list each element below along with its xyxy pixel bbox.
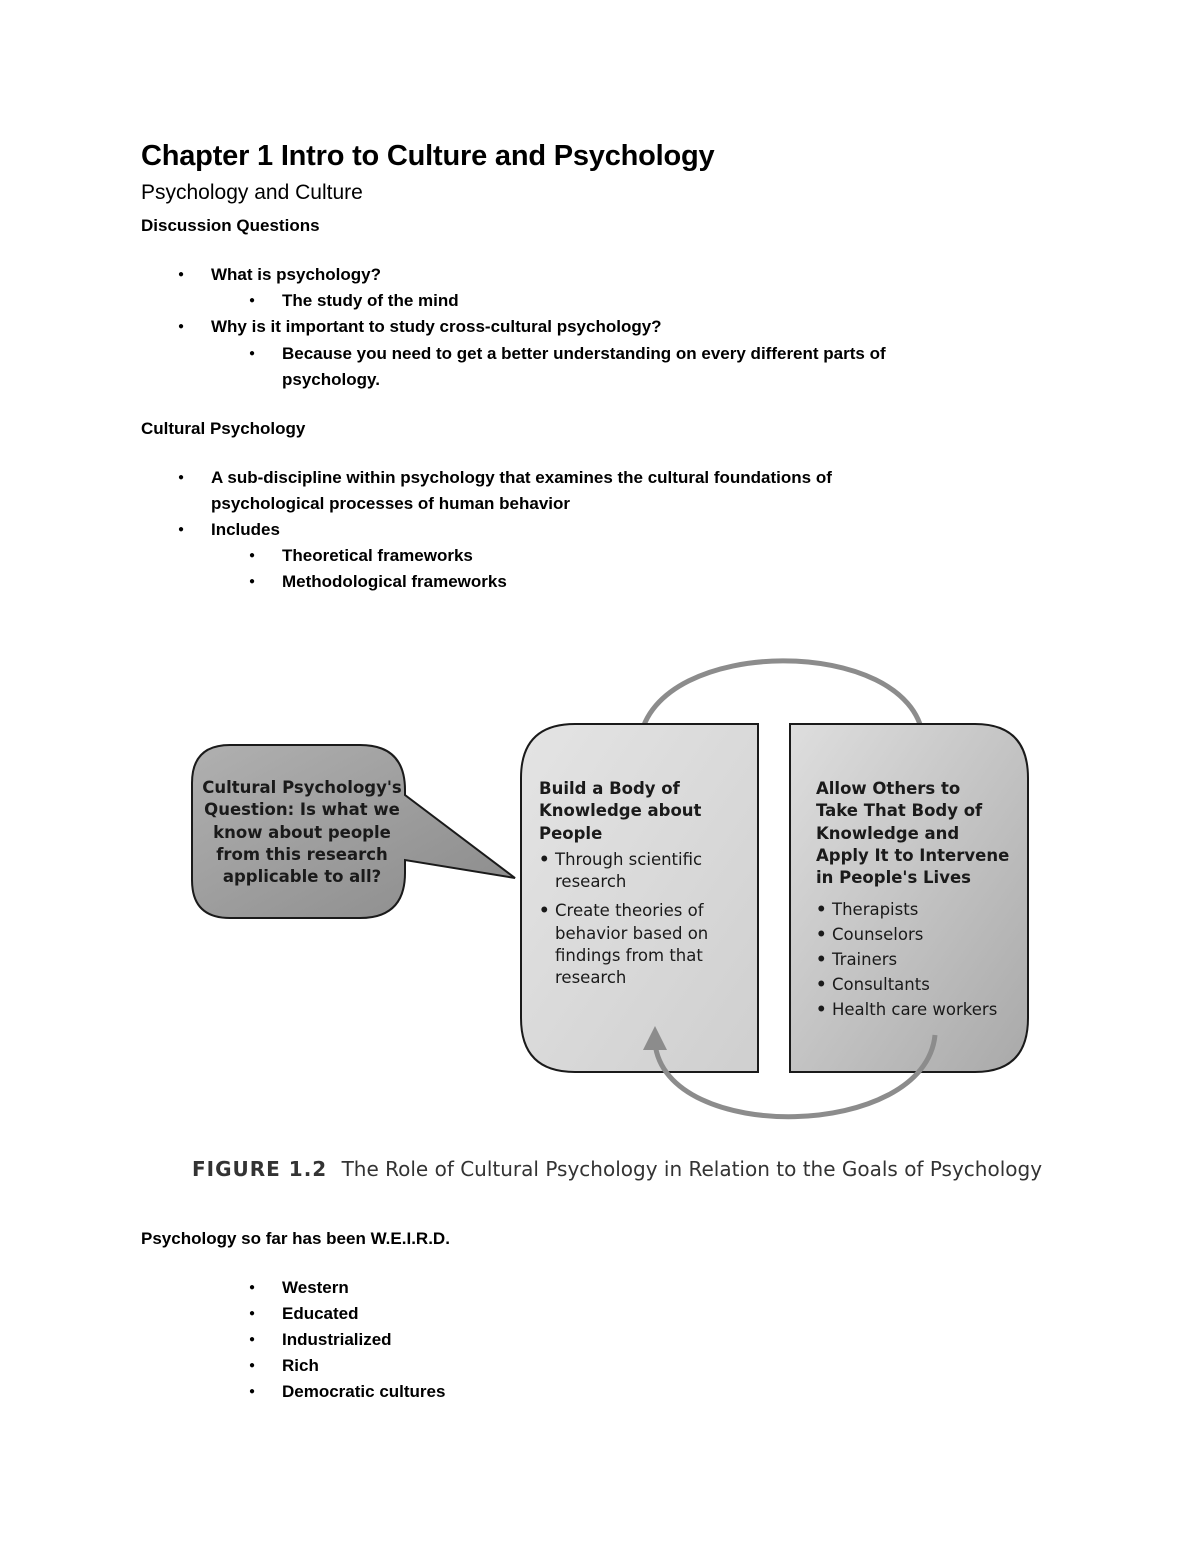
- list-item: • Therapists: [816, 897, 1026, 922]
- list-item: ● Rich: [282, 1353, 445, 1379]
- bubble-text: [202, 777, 402, 888]
- list-item: ● Includes: [211, 517, 832, 543]
- bubble-line: from this research: [216, 844, 388, 864]
- discussion-list: [211, 262, 381, 288]
- right-panel-list: [816, 897, 1026, 1022]
- title-line: in People's Lives: [816, 868, 971, 888]
- bubble-line: Question: Is what we: [204, 800, 400, 820]
- left-panel-list: [539, 849, 754, 990]
- discussion-sublist: [282, 288, 459, 314]
- list-item: ● Western: [282, 1275, 445, 1301]
- title-line: Build a Body of: [539, 779, 680, 798]
- list-item: ● Theoretical frameworks: [282, 543, 507, 569]
- list-item: ● Why is it important to study cross-cultural psychology?: [211, 314, 662, 340]
- item-line: • Create theories of: [555, 901, 704, 921]
- item-line: • Through scientific: [555, 849, 703, 869]
- discussion-sublist: [282, 341, 886, 393]
- cultural-sublist: [282, 543, 507, 595]
- list-item: • Health care workers: [816, 997, 1026, 1022]
- figure-label: FIGURE 1.2: [192, 1157, 328, 1181]
- figure-caption: [192, 1157, 1042, 1181]
- discussion-heading: Discussion Questions: [141, 216, 320, 235]
- answer-line: psychology.: [282, 370, 380, 389]
- list-item: [539, 900, 754, 989]
- item-line: research: [555, 968, 627, 988]
- title-line: Knowledge and: [816, 823, 960, 843]
- list-item: ● Democratic cultures: [282, 1379, 445, 1405]
- title-line: People: [539, 823, 603, 843]
- item-line: behavior based on: [555, 923, 709, 943]
- list-item: • Counselors: [816, 922, 1026, 947]
- list-item: ● Methodological frameworks: [282, 569, 507, 595]
- definition-line: A sub-discipline within psychology that examines the cultural foundations of: [211, 468, 832, 487]
- list-item: [211, 465, 832, 517]
- item-line: research: [555, 872, 627, 892]
- figure-caption-text: The Role of Cultural Psychology in Relation to the Goals of Psychology: [341, 1157, 1043, 1181]
- list-item: • Trainers: [816, 947, 1026, 972]
- list-item: ● Industrialized: [282, 1327, 445, 1353]
- figure-diagram: [185, 645, 1035, 1190]
- list-item: ● Educated: [282, 1301, 445, 1327]
- definition-line: psychological processes of human behavior: [211, 494, 570, 513]
- page-title: Chapter 1 Intro to Culture and Psychology: [141, 140, 715, 172]
- title-line: Take That Body of: [816, 801, 983, 821]
- cultural-list: [211, 465, 832, 543]
- weird-heading: Psychology so far has been W.E.I.R.D.: [141, 1229, 450, 1248]
- bubble-line: Cultural Psychology's: [202, 778, 402, 797]
- bubble-line: applicable to all?: [222, 867, 382, 887]
- item-line: findings from that: [555, 946, 703, 966]
- section-heading: Psychology and Culture: [141, 181, 363, 204]
- title-line: Allow Others to: [816, 779, 961, 798]
- title-line: Knowledge about: [539, 801, 702, 821]
- left-panel-text: [539, 778, 754, 990]
- weird-list: [282, 1275, 445, 1405]
- title-line: Apply It to Intervene: [816, 845, 1010, 865]
- list-item: [282, 341, 886, 393]
- right-panel-title: [816, 778, 1026, 889]
- list-item: [539, 849, 754, 894]
- list-item: • Consultants: [816, 972, 1026, 997]
- cultural-heading: Cultural Psychology: [141, 419, 306, 438]
- discussion-list: [211, 314, 662, 340]
- answer-line: Because you need to get a better understanding on every different parts of: [282, 344, 886, 363]
- bubble-line: know about people: [213, 822, 391, 842]
- right-panel-text: [816, 778, 1026, 1022]
- list-item: ● The study of the mind: [282, 288, 459, 314]
- list-item: ● What is psychology?: [211, 262, 381, 288]
- left-panel-title: [539, 778, 754, 845]
